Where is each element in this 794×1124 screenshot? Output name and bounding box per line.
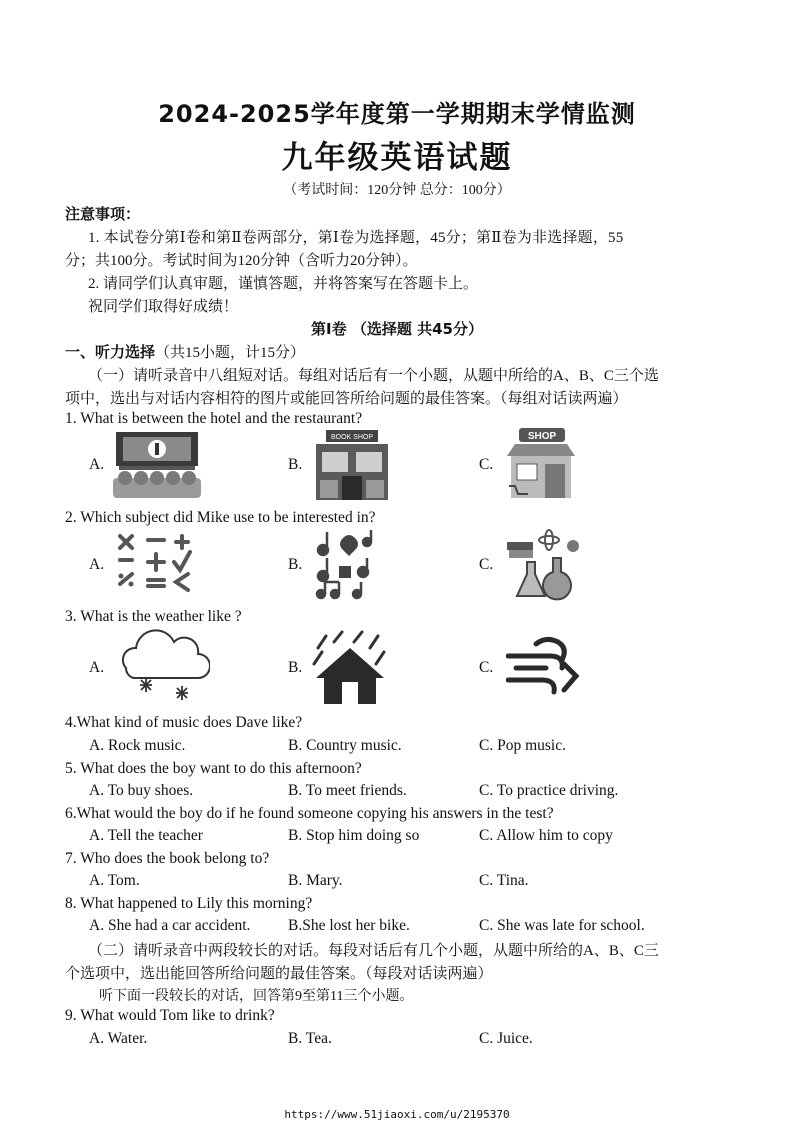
q6-option-a[interactable]: A. Tell the teacher (89, 827, 203, 844)
windy-icon (506, 634, 580, 700)
exam-title: 2024-2025学年度第一学期期末学情监测 (158, 100, 636, 128)
q3-option-b[interactable]: B. (288, 659, 303, 676)
part-heading-row (65, 341, 305, 362)
q7-option-a[interactable]: A. Tom. (89, 872, 140, 889)
rainy-icon (310, 630, 390, 706)
question-5: 5. What does the boy want to do this afternoon? (65, 760, 362, 777)
bookshop-icon (312, 428, 392, 502)
q3-option-c[interactable]: C. (479, 659, 494, 676)
q8-option-a[interactable]: A. She had a car accident. (89, 917, 251, 934)
q2-option-a[interactable]: A. (89, 556, 105, 573)
q8-option-c[interactable]: C. She was late for school. (479, 917, 645, 934)
question-2: 2. Which subject did Mike use to be interested in? (65, 509, 376, 526)
q9-option-c[interactable]: C. Juice. (479, 1030, 533, 1047)
science-icon (505, 528, 579, 602)
exam-subtitle: 九年级英语试题 (281, 140, 513, 176)
question-7: 7. Who does the book belong to? (65, 850, 270, 867)
q1-option-a[interactable]: A. (89, 456, 105, 473)
question-9: 9. What would Tom like to drink? (65, 1007, 275, 1024)
notes-line-4: 祝同学们取得好成绩！ (88, 299, 239, 315)
q4-option-b[interactable]: B. Country music. (288, 737, 402, 754)
section-1-title: 第Ⅰ卷 （选择题 共45分） (311, 320, 483, 338)
q5-option-a[interactable]: A. To buy shoes. (89, 782, 194, 799)
q2-option-c[interactable]: C. (479, 556, 494, 573)
shop-icon (505, 428, 577, 502)
q5-option-c[interactable]: C. To practice driving. (479, 782, 619, 799)
q9-option-b[interactable]: B. Tea. (288, 1030, 332, 1047)
snowy-icon (116, 628, 210, 708)
q4-option-a[interactable]: A. Rock music. (89, 737, 186, 754)
exam-info: （考试时间：120分钟 总分：100分） (283, 183, 511, 198)
notes-heading: 注意事项： (65, 205, 141, 223)
question-4: 4.What kind of music does Dave like? (65, 714, 303, 731)
q7-option-c[interactable]: C. Tina. (479, 872, 529, 889)
sub1-instruction-2: 项中，选出与对话内容相符的图片或能回答所给问题的最佳答案。（每组对话读两遍） (65, 391, 628, 407)
q9-option-a[interactable]: A. Water. (89, 1030, 148, 1047)
part-heading: 一、听力选择 (65, 343, 156, 361)
q3-option-a[interactable]: A. (89, 659, 105, 676)
music-icon (313, 528, 383, 600)
question-3: 3. What is the weather like ? (65, 608, 242, 625)
q8-option-b[interactable]: B.She lost her bike. (288, 917, 410, 934)
notes-line-2: 分；共100分。考试时间为120分钟（含听力20分钟）。 (65, 253, 418, 269)
question-8: 8. What happened to Lily this morning? (65, 895, 313, 912)
footer-url[interactable]: https://www.51jiaoxi.com/u/2195370 (284, 1108, 510, 1121)
sub1-instruction-1: （一）请听录音中八组短对话。每组对话后有一个小题，从题中所给的A、B、C三个选 (88, 368, 659, 384)
question-1: 1. What is between the hotel and the restaurant? (65, 410, 363, 427)
q2-option-b[interactable]: B. (288, 556, 303, 573)
q1-option-b[interactable]: B. (288, 456, 303, 473)
notes-line-1: 1. 本试卷分第Ⅰ卷和第Ⅱ卷两部分，第Ⅰ卷为选择题，45分；第Ⅱ卷为非选择题，55 (88, 230, 624, 246)
sub2-instruction-3: 听下面一段较长的对话，回答第9至第11三个小题。 (99, 989, 414, 1004)
q1-option-c[interactable]: C. (479, 456, 494, 473)
notes-line-3: 2. 请同学们认真审题，谨慎答题，并将答案写在答题卡上。 (88, 276, 479, 292)
cinema-icon (111, 430, 203, 500)
part-note: （共15小题，计15分） (155, 345, 306, 361)
sub2-instruction-2: 个选项中，选出能回答所给问题的最佳答案。（每段对话读两遍） (65, 966, 493, 982)
q6-option-c[interactable]: C. Allow him to copy (479, 827, 613, 844)
question-6: 6.What would the boy do if he found someone copying his answers in the test? (65, 805, 554, 822)
sub2-instruction-1: （二）请听录音中两段较长的对话。每段对话后有几个小题，从题中所给的A、B、C三 (88, 943, 659, 959)
bookshop-sign: BOOK SHOP (330, 434, 374, 441)
q7-option-b[interactable]: B. Mary. (288, 872, 343, 889)
q5-option-b[interactable]: B. To meet friends. (288, 782, 407, 799)
q4-option-c[interactable]: C. Pop music. (479, 737, 566, 754)
q6-option-b[interactable]: B. Stop him doing so (288, 827, 420, 844)
math-icon (114, 532, 196, 596)
shop-sign: SHOP (527, 431, 557, 442)
